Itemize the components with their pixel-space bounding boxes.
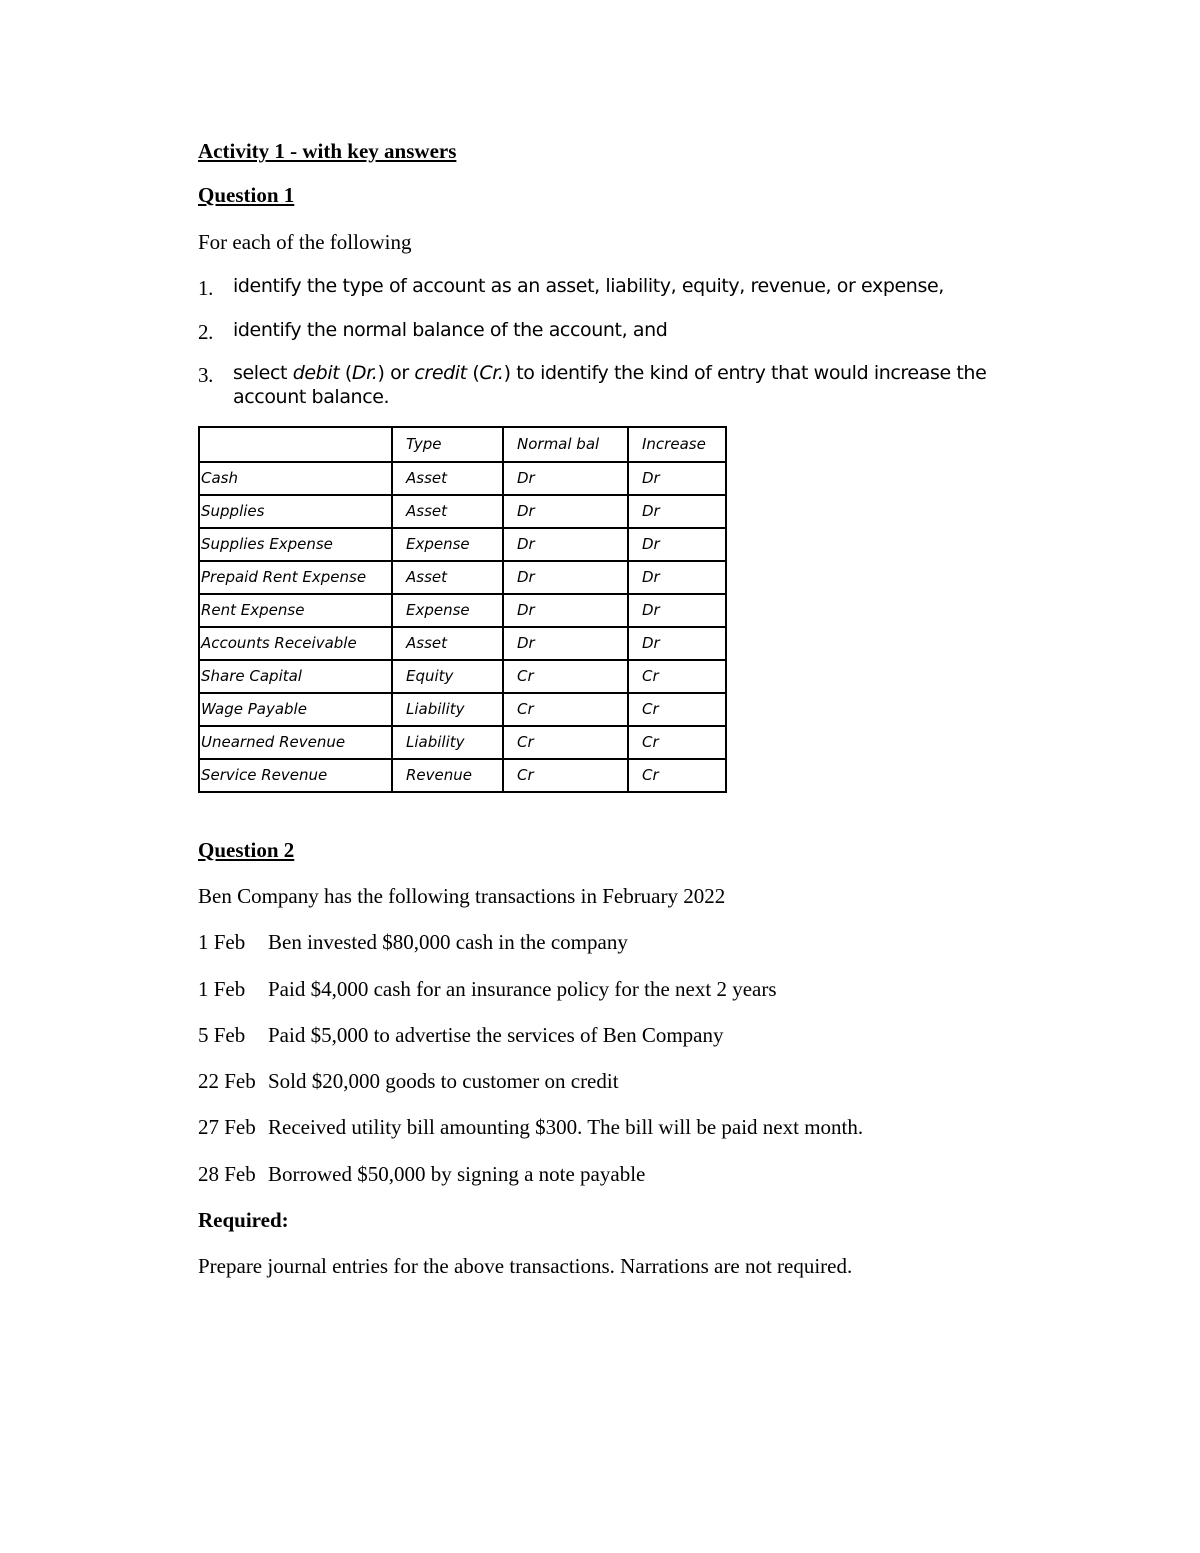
transaction-text: Received utility bill amounting $300. The bill will be paid next month. <box>268 1115 864 1140</box>
question-1-intro: For each of the following <box>198 229 412 254</box>
type-cell: Expense <box>392 594 503 627</box>
transaction-text: Sold $20,000 goods to customer on credit <box>268 1069 619 1093</box>
normal-bal-cell: Cr <box>503 726 628 759</box>
normal-bal-cell: Dr <box>503 561 628 594</box>
debit-term: debit <box>292 362 340 385</box>
transaction-text: Borrowed $50,000 by signing a note payable <box>268 1161 646 1186</box>
type-cell: Revenue <box>392 759 503 792</box>
transaction-item <box>198 976 1058 1002</box>
type-cell: Liability <box>392 726 503 759</box>
table-row <box>199 462 726 495</box>
document-page <box>198 138 1058 1299</box>
instruction-text: identify the type of account as an asset, liability, equity, revenue, or expense, <box>233 274 944 297</box>
account-name-cell: Wage Payable <box>199 693 392 726</box>
instruction-text-part: ( <box>339 362 352 385</box>
instruction-text-start: select <box>233 362 293 385</box>
increase-cell: Cr <box>628 759 726 792</box>
instruction-item <box>198 319 1058 343</box>
type-cell: Asset <box>392 627 503 660</box>
account-name-cell: Prepaid Rent Expense <box>199 561 392 594</box>
transaction-date: 1 Feb <box>198 976 246 1001</box>
table-header-row <box>199 427 726 462</box>
account-name-cell: Service Revenue <box>199 759 392 792</box>
dr-abbrev: Dr. <box>351 362 378 385</box>
account-name-cell: Supplies Expense <box>199 528 392 561</box>
account-name-cell: Share Capital <box>199 660 392 693</box>
normal-bal-cell: Cr <box>503 660 628 693</box>
account-name-cell: Cash <box>199 462 392 495</box>
transaction-item <box>198 1022 1058 1048</box>
increase-cell: Dr <box>628 462 726 495</box>
increase-cell: Dr <box>628 528 726 561</box>
instruction-number: 2. <box>198 319 213 344</box>
increase-cell: Cr <box>628 693 726 726</box>
instruction-text-part: ) or <box>377 362 415 385</box>
table-row <box>199 561 726 594</box>
transaction-date: 5 Feb <box>198 1022 246 1047</box>
required-text: Prepare journal entries for the above transactions. Narrations are not required. <box>198 1254 853 1278</box>
transaction-text: Paid $5,000 to advertise the services of Ben Company <box>268 1022 724 1047</box>
activity-title: Activity 1 - with key answers <box>198 139 457 163</box>
type-cell: Asset <box>392 462 503 495</box>
table-row <box>199 693 726 726</box>
increase-cell: Dr <box>628 561 726 594</box>
type-cell: Expense <box>392 528 503 561</box>
required-label: Required: <box>198 1207 289 1232</box>
accounts-table <box>198 426 727 793</box>
account-name-cell: Accounts Receivable <box>199 627 392 660</box>
account-name-cell: Rent Expense <box>199 594 392 627</box>
transaction-list <box>198 929 1058 1187</box>
table-row <box>199 759 726 792</box>
transaction-text: Paid $4,000 cash for an insurance policy for the next 2 years <box>268 976 777 1001</box>
increase-cell: Cr <box>628 726 726 759</box>
credit-term: credit <box>414 362 467 385</box>
instruction-list <box>198 275 1058 410</box>
column-header-increase: Increase <box>628 427 726 462</box>
transaction-date: 1 Feb <box>198 930 246 955</box>
column-header-type: Type <box>392 427 503 462</box>
transaction-date: 28 Feb <box>198 1161 256 1186</box>
type-cell: Equity <box>392 660 503 693</box>
transaction-date: 22 Feb <box>198 1069 256 1093</box>
question-1-title: Question 1 <box>198 183 295 208</box>
type-cell: Asset <box>392 495 503 528</box>
normal-bal-cell: Dr <box>503 462 628 495</box>
normal-bal-cell: Cr <box>503 759 628 792</box>
instruction-text: identify the normal balance of the account, and <box>233 318 668 341</box>
normal-bal-cell: Dr <box>503 495 628 528</box>
table-row <box>199 495 726 528</box>
type-cell: Asset <box>392 561 503 594</box>
instruction-item <box>198 275 1058 299</box>
account-name-cell: Supplies <box>199 495 392 528</box>
accounts-table-body <box>199 462 726 792</box>
table-row <box>199 726 726 759</box>
account-name-cell: Unearned Revenue <box>199 726 392 759</box>
transaction-item <box>198 929 1058 955</box>
increase-cell: Dr <box>628 594 726 627</box>
table-row <box>199 627 726 660</box>
increase-cell: Cr <box>628 660 726 693</box>
instruction-item <box>198 362 1058 410</box>
normal-bal-cell: Dr <box>503 528 628 561</box>
transaction-date: 27 Feb <box>198 1115 256 1140</box>
column-header-normal-bal: Normal bal <box>503 427 628 462</box>
instruction-text-end: ) to identify the kind of entry that would increase the account balance. <box>233 362 987 408</box>
table-row <box>199 594 726 627</box>
table-row <box>199 528 726 561</box>
normal-bal-cell: Cr <box>503 693 628 726</box>
transaction-item <box>198 1161 1058 1187</box>
transaction-text: Ben invested $80,000 cash in the company <box>268 930 628 955</box>
instruction-text-part: ( <box>466 362 480 385</box>
instruction-number: 3. <box>198 363 213 388</box>
transaction-item <box>198 1114 1058 1140</box>
question-2-intro: Ben Company has the following transactions in February 2022 <box>198 884 726 908</box>
column-header-account <box>199 427 392 462</box>
transaction-item <box>198 1068 1058 1094</box>
cr-abbrev: Cr. <box>479 362 504 385</box>
instruction-number: 1. <box>198 275 213 300</box>
type-cell: Liability <box>392 693 503 726</box>
normal-bal-cell: Dr <box>503 627 628 660</box>
question-2-title: Question 2 <box>198 837 295 862</box>
increase-cell: Dr <box>628 627 726 660</box>
increase-cell: Dr <box>628 495 726 528</box>
normal-bal-cell: Dr <box>503 594 628 627</box>
table-row <box>199 660 726 693</box>
